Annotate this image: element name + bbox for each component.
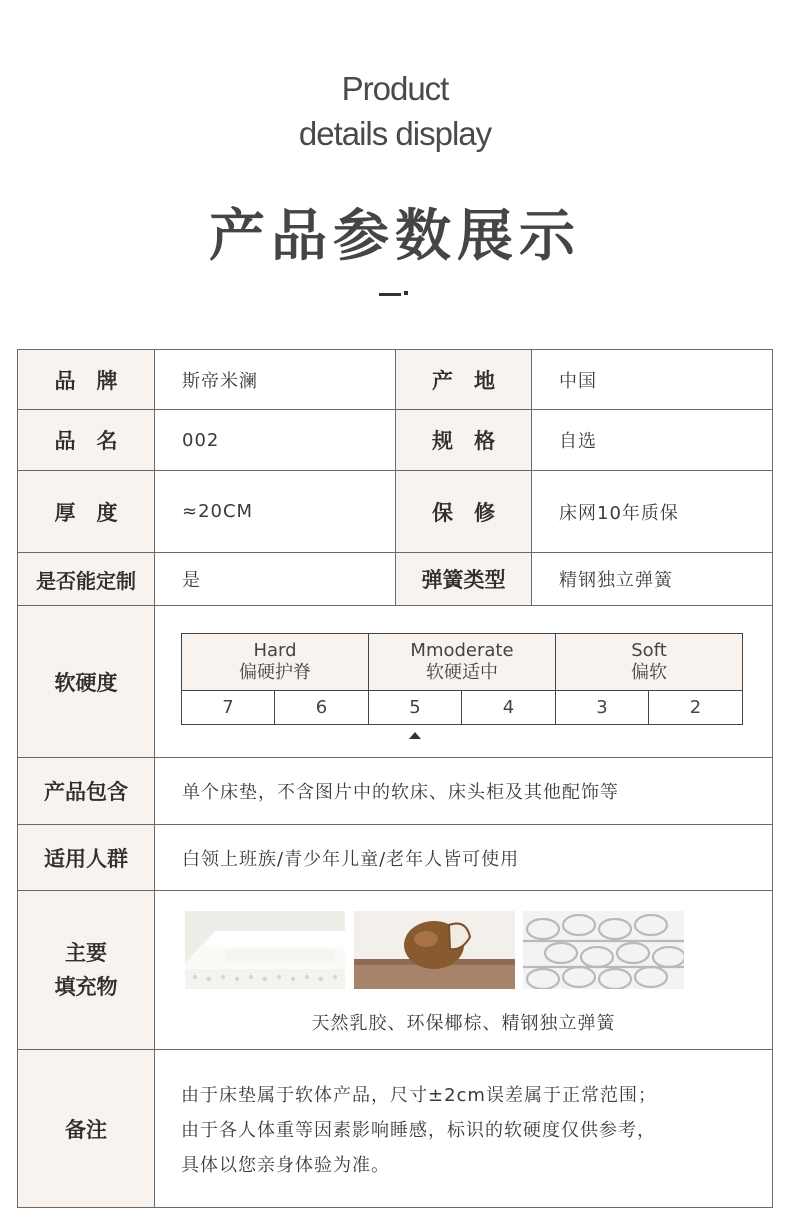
firmness-level: 5 xyxy=(369,690,462,724)
firmness-group-moderate xyxy=(369,634,556,690)
audience-label: 适用人群 xyxy=(18,825,155,890)
origin-value: 中国 xyxy=(559,370,597,392)
hero-header xyxy=(0,0,790,340)
filling-label-line2: 填充物 xyxy=(54,975,118,999)
firmness-level: 4 xyxy=(462,690,556,724)
firmness-group-soft xyxy=(556,634,742,690)
spec-row-custom xyxy=(18,553,772,606)
firmness-group-moderate-en: Mmoderate xyxy=(410,640,514,661)
title-en-line1: Product xyxy=(341,70,449,107)
includes-value: 单个床垫，不含图片中的软床、床头柜及其他配饰等 xyxy=(182,782,619,803)
firmness-level: 2 xyxy=(649,690,742,724)
firmness-group-moderate-cn: 软硬适中 xyxy=(426,662,498,683)
origin-label: 产 地 xyxy=(396,350,532,409)
spring-image-icon xyxy=(523,911,684,989)
brand-label: 品 牌 xyxy=(18,350,155,409)
spec-row-name xyxy=(18,410,772,471)
latex-image-icon xyxy=(185,911,345,989)
spec-row-firmness xyxy=(18,606,772,758)
warranty-label: 保 修 xyxy=(396,471,532,552)
title-en-line2: details display xyxy=(298,115,492,152)
firmness-group-soft-cn: 偏软 xyxy=(631,662,667,683)
firmness-label: 软硬度 xyxy=(18,606,155,757)
spring-value: 精钢独立弹簧 xyxy=(559,570,673,591)
spec-table xyxy=(17,349,773,1208)
size-label: 规 格 xyxy=(396,410,532,470)
warranty-value: 床网10年质保 xyxy=(559,502,679,524)
includes-label: 产品包含 xyxy=(18,758,155,824)
firmness-scale-table xyxy=(181,633,743,725)
spec-row-audience xyxy=(18,825,772,891)
firmness-level: 6 xyxy=(275,690,369,724)
spec-row-notes xyxy=(18,1050,772,1207)
firmness-level: 3 xyxy=(556,690,649,724)
spec-row-brand xyxy=(18,350,772,410)
note-line: 由于各人体重等因素影响睡感，标识的软硬度仅供参考， xyxy=(181,1120,656,1141)
note-line: 由于床垫属于软体产品，尺寸±2cm误差属于正常范围； xyxy=(181,1085,657,1106)
thickness-value: ≈20CM xyxy=(155,471,396,552)
filling-label xyxy=(18,891,155,1049)
firmness-level: 7 xyxy=(182,690,275,724)
name-label: 品 名 xyxy=(18,410,155,470)
audience-value: 白领上班族/青少年儿童/老年人皆可使用 xyxy=(182,848,520,870)
brand-value: 斯帝米澜 xyxy=(155,350,396,409)
title-divider-dot xyxy=(404,291,408,295)
coconut-image-icon xyxy=(354,911,515,989)
note-line: 具体以您亲身体验为准。 xyxy=(181,1155,390,1176)
custom-value: 是 xyxy=(155,553,396,605)
size-value: 自选 xyxy=(559,431,597,452)
spec-row-filling xyxy=(18,891,772,1050)
notes-label: 备注 xyxy=(18,1050,155,1207)
firmness-group-hard-en: Hard xyxy=(253,640,297,661)
filling-label-line1: 主要 xyxy=(65,941,107,965)
custom-label: 是否能定制 xyxy=(18,553,155,605)
firmness-group-soft-en: Soft xyxy=(631,640,667,661)
filling-value: 天然乳胶、环保椰棕、精钢独立弹簧 xyxy=(311,1013,616,1034)
firmness-group-hard-cn: 偏硬护脊 xyxy=(239,662,311,683)
title-cn: 产品参数展示 xyxy=(209,204,581,269)
title-divider xyxy=(379,293,401,296)
spring-label: 弹簧类型 xyxy=(396,553,532,605)
firmness-group-hard xyxy=(182,634,369,690)
name-value: 002 xyxy=(155,410,396,470)
spec-row-includes xyxy=(18,758,772,825)
notes-text xyxy=(181,1078,657,1183)
triangle-up-marker-icon xyxy=(409,732,421,739)
thickness-label: 厚 度 xyxy=(18,471,155,552)
spec-row-thickness xyxy=(18,471,772,553)
